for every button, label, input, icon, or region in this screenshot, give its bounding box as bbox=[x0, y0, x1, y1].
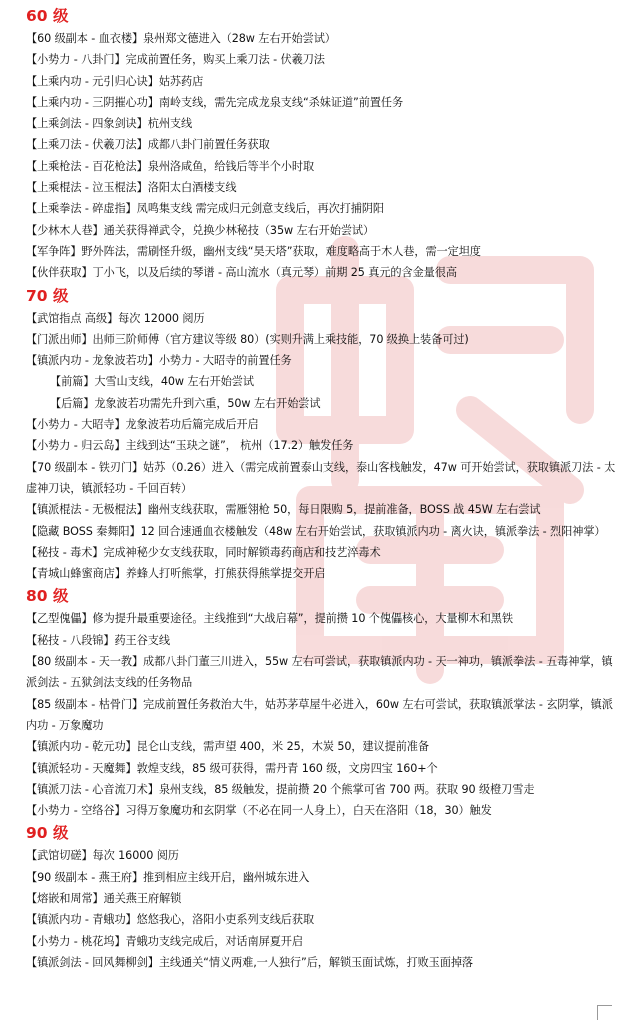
guide-line: 【上乘刀法 - 伏羲刀法】成都八卦门前置任务获取 bbox=[26, 138, 270, 152]
guide-line: 【军争阵】野外阵法，需刷怪升级，幽州支线“昊天塔”获取，难度略高于木人巷，需一定坦度 bbox=[26, 244, 481, 258]
page-corner-mark bbox=[597, 1005, 612, 1020]
section-heading: 90 级 bbox=[26, 824, 69, 843]
guide-line: 【秘技 - 八段锦】药王谷支线 bbox=[26, 633, 170, 647]
guide-line: 【镇派内功 - 乾元功】昆仑山支线，需声望 400，米 25，木炭 50，建议提前准备 bbox=[26, 740, 429, 754]
guide-line: 【镇派棍法 - 无极棍法】幽州支线获取，需雁翎枪 50，每日限购 5，提前准备，BOSS 战 45W 左右尝试 bbox=[26, 503, 541, 517]
guide-line: 【青城山蜂蜜商店】养蜂人打听熊掌，打熊获得熊掌提交开启 bbox=[26, 567, 326, 581]
guide-line: 【小势力 - 空络谷】习得万象魔功和玄阴掌（不必在同一人身上），白天在洛阳（18，30）触发 bbox=[26, 804, 492, 818]
guide-line: 【少林木人巷】通关获得禅武令，兑换少林秘技（35w 左右开始尝试） bbox=[26, 223, 375, 237]
guide-line: 【上乘拳法 - 碎虚指】凤鸣集支线 需完成归元剑意支线后，再次打捕阴阳 bbox=[26, 202, 385, 216]
guide-line: 【秘技 - 毒术】完成神秘少女支线获取，同时解锁毒药商店和技艺淬毒术 bbox=[26, 545, 381, 559]
guide-line: 【上乘内功 - 三阴摧心功】南岭支线，需先完成龙泉支线“杀妹证道”前置任务 bbox=[26, 95, 404, 109]
guide-line: 【武馆切磋】每次 16000 阅历 bbox=[26, 849, 179, 863]
guide-line: 【85 级副本 - 枯骨门】完成前置任务救治大牛，姑苏茅草屋牛必进入，60w 左右可尝试，获取镇派掌法 - 玄阴掌，镇派内功 - 万象魔功 bbox=[26, 697, 613, 732]
guide-line: 【80 级副本 - 天一教】成都八卦门董三川进入，55w 左右可尝试，获取镇派内功 - 天一神功，镇派拳法 - 五毒神掌，镇派剑法 - 五狱剑法支线的任务物品 bbox=[26, 655, 613, 690]
guide-line: 【小势力 - 归云岛】主线到达“玉玦之谜”， 杭州（17.2）触发任务 bbox=[26, 439, 354, 453]
guide-line: 【上乘枪法 - 百花枪法】泉州洛咸鱼，给钱后等半个小时取 bbox=[26, 159, 315, 173]
guide-line: 【上乘剑法 - 四象剑诀】杭州支线 bbox=[26, 117, 193, 131]
guide-line: 【上乘内功 - 元引归心诀】姑苏药店 bbox=[26, 74, 204, 88]
guide-line: 【镇派轻功 - 天魔舞】敦煌支线，85 级可获得，需丹青 160 级，文房四宝 160+个 bbox=[26, 761, 438, 775]
guide-line: 【小势力 - 八卦门】完成前置任务，购买上乘刀法 - 伏羲刀法 bbox=[26, 53, 325, 67]
guide-line: 【门派出师】出师三阶师傅（官方建议等级 80）(实则升满上乘技能，70 级换上装备可过) bbox=[26, 332, 469, 346]
guide-line: 【伙伴获取】丁小飞，以及后续的琴谱 - 高山流水（真元琴）前期 25 真元的含金量很高 bbox=[26, 266, 457, 280]
guide-line: 【小势力 - 桃花坞】青蛾功支线完成后，对话南屏夏开启 bbox=[26, 934, 303, 948]
guide-line: 【隐藏 BOSS 秦舞阳】12 回合速通血衣楼触发（48w 左右开始尝试，获取镇派内功 - 离火诀，镇派拳法 - 烈阳神掌） bbox=[26, 524, 606, 538]
guide-line: 【镇派刀法 - 心音流刀术】泉州支线，85 级触发，提前攒 20 个熊掌可省 700 两。获取 90 级橙刀雪走 bbox=[26, 782, 535, 796]
guide-line: 【后篇】龙象波若功需先升到六重，50w 左右开始尝试 bbox=[50, 396, 321, 410]
guide-line: 【镇派剑法 - 回风舞柳剑】主线通关“情义两难,一人独行”后，解锁玉面试炼，打败玉面掉落 bbox=[26, 955, 474, 969]
guide-content bbox=[26, 4, 618, 973]
guide-line: 【上乘棍法 - 泣玉棍法】洛阳太白酒楼支线 bbox=[26, 181, 237, 195]
guide-line: 【乙型傀儡】修为提升最重要途径。主线推到“大战启幕”，提前攒 10 个傀儡核心，大量柳木和黑铁 bbox=[26, 612, 513, 626]
section-heading: 70 级 bbox=[26, 286, 69, 305]
section-heading: 80 级 bbox=[26, 587, 69, 606]
guide-line: 【前篇】大雪山支线，40w 左右开始尝试 bbox=[50, 375, 254, 389]
section-heading: 60 级 bbox=[26, 7, 69, 25]
guide-line: 【熔嵌和周常】通关燕王府解锁 bbox=[26, 891, 182, 905]
guide-line: 【武馆指点 高级】每次 12000 阅历 bbox=[26, 311, 205, 325]
guide-line: 【70 级副本 - 铁刃门】姑苏（0.26）进入（需完成前置泰山支线，泰山客栈触发，47w 可开始尝试，获取镇派刀法 - 太虚神刀诀，镇派轻功 - 千回百转） bbox=[26, 460, 616, 495]
guide-line: 【90 级副本 - 燕王府】推到相应主线开启，幽州城东进入 bbox=[26, 870, 310, 884]
guide-line: 【小势力 - 大昭寺】龙象波若功后篇完成后开启 bbox=[26, 418, 259, 432]
guide-line: 【60 级副本 - 血衣楼】泉州郑文德进入（28w 左右开始尝试） bbox=[26, 32, 336, 45]
guide-line: 【镇派内功 - 龙象波若功】小势力 - 大昭寺的前置任务 bbox=[26, 354, 292, 368]
guide-line: 【镇派内功 - 青蛾功】悠悠我心，洛阳小吏系列支线后获取 bbox=[26, 913, 315, 927]
